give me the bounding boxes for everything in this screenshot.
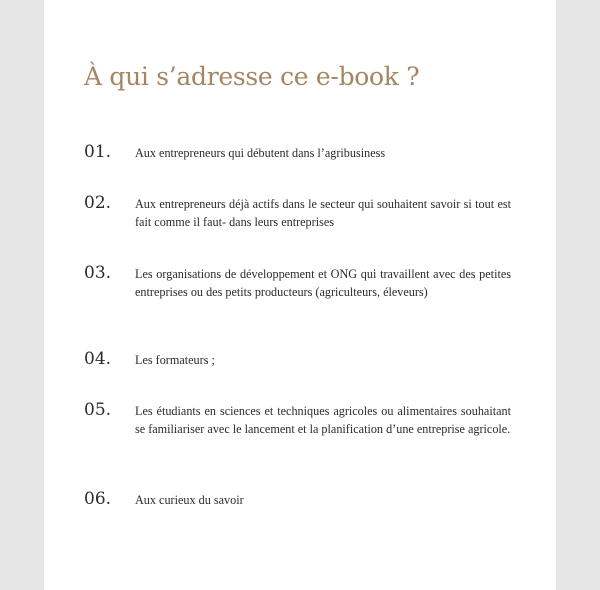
list-item-text: Les organisations de développement et ONG qui travaillent avec des petites entreprises ou des petits producteurs (agriculteurs, éleveurs) [135, 267, 511, 299]
list-item-text: Aux entrepreneurs déjà actifs dans le secteur qui souhaitent savoir si tout est fait comme il faut- dans leurs entreprises [135, 197, 511, 229]
list-item-number: 05. [84, 400, 112, 420]
list-item-number: 04. [84, 349, 112, 369]
page-title: À qui s’adresse ce e-book ? [84, 62, 420, 91]
list-item-number: 01. [84, 142, 112, 162]
list-item-text: Aux entrepreneurs qui débutent dans l’agribusiness [135, 146, 386, 160]
list-item-number: 03. [84, 263, 112, 283]
list-item-text: Les étudiants en sciences et techniques agricoles ou alimentaires souhaitant se familiariser avec le lancement et la planification d’une entreprise agricole. [135, 404, 511, 436]
list-item-number: 02. [84, 193, 112, 213]
list-item-number: 06. [84, 489, 112, 509]
list-item-text: Aux curieux du savoir [135, 493, 244, 507]
document-page [44, 0, 556, 590]
list-item-text: Les formateurs ; [135, 353, 215, 367]
